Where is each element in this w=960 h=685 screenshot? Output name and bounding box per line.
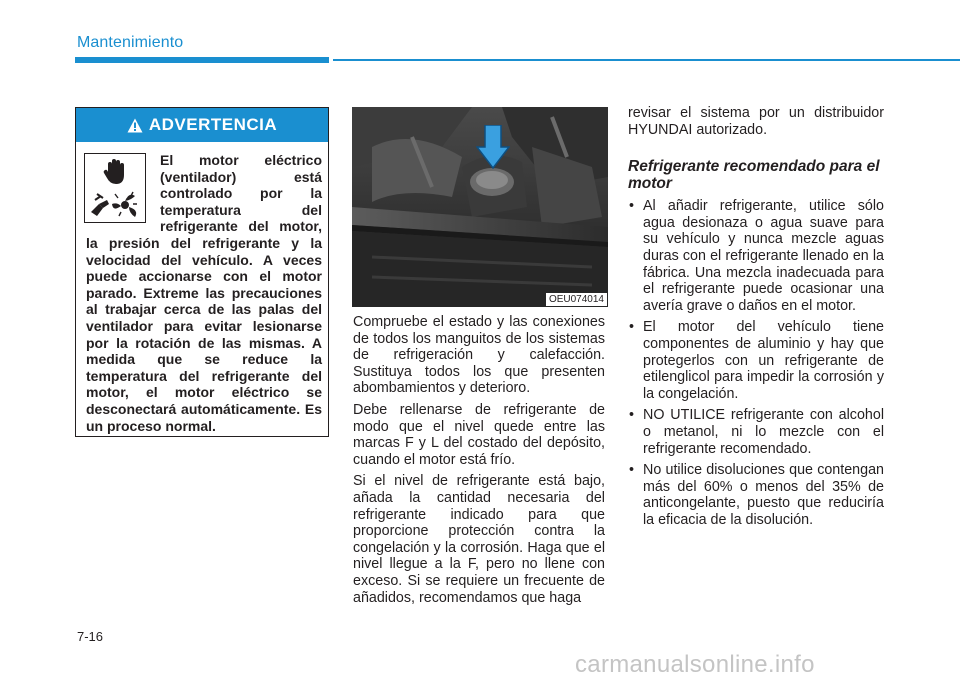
engine-photo (352, 107, 608, 307)
warning-header (76, 108, 328, 142)
header-rule-thick (75, 57, 329, 63)
figure-caption: OEU074014 (546, 293, 607, 306)
list-item: • No utilice disoluciones que contengan más del 60% o menos del 35% de anticongelante, puesto que reduciría la eficacia de la disolución. (628, 462, 884, 528)
watermark: carmanualsonline.info (575, 651, 815, 678)
page-number: 7-16 (77, 629, 104, 644)
right-column (628, 105, 884, 533)
section-title: Mantenimiento (77, 34, 184, 51)
paragraph-continuation: revisar el sistema por un distribuidor HYUNDAI autorizado. (628, 105, 884, 138)
paragraph: Compruebe el estado y las conexiones de todos los manguitos de los sistemas de refrigeración y calefacción. Sustituya todos los que presenten abombamientos y deterioro. (353, 314, 605, 397)
bullet-list (628, 198, 884, 528)
paragraph: Debe rellenarse de refrigerante de modo que el nivel quede entre las marcas F y L del costado del depósito, cuando el motor está frío. (353, 401, 605, 468)
warning-body: El motor eléctrico (ventilador) está controlado por la temperatura del refrigerante del motor, la presión del refrigerante y la velocidad del vehículo. A veces puede accionarse con el motor parado. Extreme las precauciones al trabajar cerca de las palas del ventilador para evitar lesionarse por la rotación de las mismas. A medida que se reduce la temperatura del refrigerante del motor, el motor eléctrico se desconectará automáticamente. Es un proceso normal. (86, 152, 322, 434)
warning-title: ADVERTENCIA (148, 115, 278, 134)
warning-triangle-icon (127, 118, 143, 133)
header-rule-thin (333, 59, 960, 61)
section-heading: Refrigerante recomendado para el motor (628, 158, 880, 193)
paragraph: Si el nivel de refrigerante está bajo, añada la cantidad necesaria del refrigerante indicado para que proporcione protección contra la congelación y la corrosión. Haga que el nivel llegue a la F, pero no llene con exceso. Si se requiere un frecuente de añadidos, recomendamos que haga (353, 473, 605, 606)
coolant-arrow-icon (476, 125, 510, 174)
warning-box (75, 107, 329, 437)
warning-text (86, 152, 322, 434)
list-item: • NO UTILICE refrigerante con alcohol o metanol, ni lo mezcle con el refrigerante recomendado. (628, 407, 884, 457)
list-item: • Al añadir refrigerante, utilice sólo agua desionaza o agua suave para su vehículo y nunca mezcle aguas duras con el refrigerante llenado en la fábrica. Una mezcla inadecuada para el refrigerante puede ocasionar una avería grave o daños en el motor. (628, 198, 884, 314)
pictogram-spacer (86, 152, 160, 224)
middle-column (353, 314, 605, 611)
list-item: • El motor del vehículo tiene componentes de aluminio y hay que protegerlos con un refrigerante de etilenglicol para impedir la corrosión y la congelación. (628, 319, 884, 402)
